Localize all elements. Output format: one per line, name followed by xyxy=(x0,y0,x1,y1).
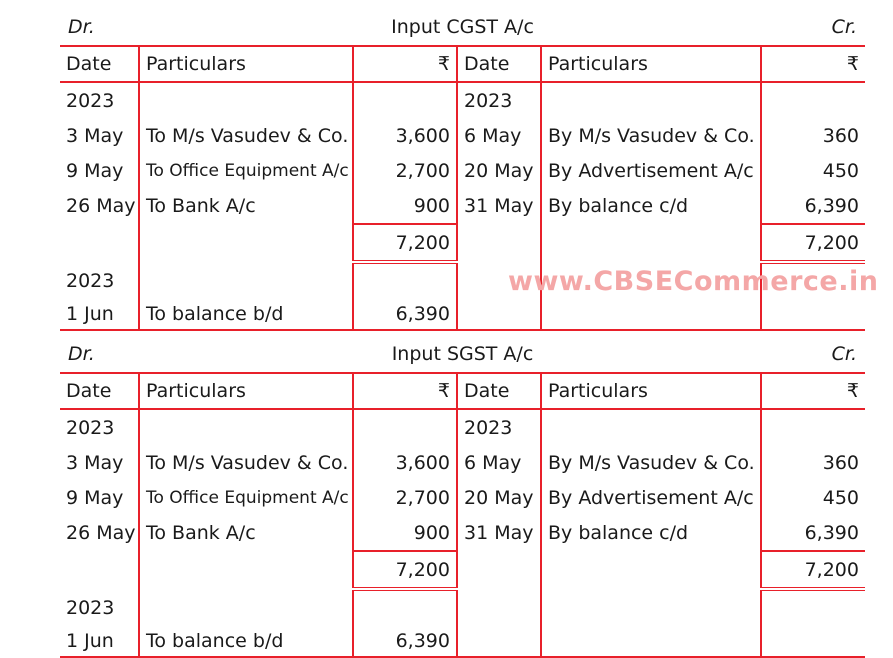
debit-side-label: Dr. xyxy=(68,16,95,38)
credit-amount: 360 xyxy=(761,445,865,480)
debit-amount xyxy=(353,82,457,118)
debit-date-header: Date xyxy=(66,380,112,402)
ledger-input-sgst xyxy=(60,339,865,658)
credit-amount xyxy=(761,409,865,445)
credit-amount: 450 xyxy=(761,153,865,188)
credit-amount-header: ₹ xyxy=(761,373,865,409)
credit-amount: 360 xyxy=(761,118,865,153)
debit-date-header: Date xyxy=(66,53,112,75)
debit-particulars-header: Particulars xyxy=(139,46,353,82)
opening-year: 2023 xyxy=(66,596,115,619)
debit-amount-header: ₹ xyxy=(353,373,457,409)
ledger-table xyxy=(60,372,865,658)
credit-date: 2023 xyxy=(457,409,541,445)
debit-total: 7,200 xyxy=(353,551,457,589)
debit-date: 2023 xyxy=(66,416,115,439)
ledger-header xyxy=(60,12,865,45)
ledger-title: Input SGST A/c xyxy=(391,343,534,365)
ledger-header xyxy=(60,339,865,372)
credit-particulars xyxy=(541,82,761,118)
table-row xyxy=(60,515,865,551)
totals-row xyxy=(60,224,865,262)
table-row xyxy=(60,299,865,330)
debit-particulars: To M/s Vasudev & Co. xyxy=(139,445,353,480)
credit-date-header: Date xyxy=(457,373,541,409)
debit-particulars: To Office Equipment A/c xyxy=(139,153,353,188)
table-row xyxy=(60,409,865,445)
debit-amount: 3,600 xyxy=(353,445,457,480)
table-row xyxy=(60,480,865,515)
debit-date: 2023 xyxy=(66,89,115,112)
credit-amount xyxy=(761,82,865,118)
credit-particulars: By M/s Vasudev & Co. xyxy=(541,118,761,153)
credit-total: 7,200 xyxy=(761,224,865,262)
debit-amount: 900 xyxy=(353,188,457,224)
table-row xyxy=(60,153,865,188)
debit-particulars: To Bank A/c xyxy=(139,515,353,551)
credit-amount: 6,390 xyxy=(761,515,865,551)
credit-date-header: Date xyxy=(457,46,541,82)
credit-particulars: By balance c/d xyxy=(541,515,761,551)
credit-total: 7,200 xyxy=(761,551,865,589)
credit-amount: 6,390 xyxy=(761,188,865,224)
credit-date: 31 May xyxy=(457,188,541,224)
opening-particulars: To balance b/d xyxy=(139,626,353,657)
table-row xyxy=(60,589,865,626)
totals-row xyxy=(60,551,865,589)
debit-date: 9 May xyxy=(66,486,124,509)
credit-particulars-header: Particulars xyxy=(541,373,761,409)
credit-date: 6 May xyxy=(457,118,541,153)
debit-particulars xyxy=(139,409,353,445)
credit-date: 20 May xyxy=(457,480,541,515)
opening-amount: 6,390 xyxy=(353,626,457,657)
credit-amount: 450 xyxy=(761,480,865,515)
table-row xyxy=(60,445,865,480)
debit-particulars: To M/s Vasudev & Co. xyxy=(139,118,353,153)
debit-side-label: Dr. xyxy=(68,343,95,365)
debit-amount-header: ₹ xyxy=(353,46,457,82)
debit-particulars-header: Particulars xyxy=(139,373,353,409)
column-headers xyxy=(60,373,865,409)
table-row xyxy=(60,626,865,657)
table-row xyxy=(60,118,865,153)
debit-total: 7,200 xyxy=(353,224,457,262)
credit-side-label: Cr. xyxy=(831,343,857,365)
column-headers xyxy=(60,46,865,82)
opening-amount: 6,390 xyxy=(353,299,457,330)
debit-particulars: To Office Equipment A/c xyxy=(139,480,353,515)
credit-side-label: Cr. xyxy=(831,16,857,38)
debit-amount: 900 xyxy=(353,515,457,551)
credit-date: 31 May xyxy=(457,515,541,551)
debit-date: 3 May xyxy=(66,124,124,147)
credit-amount-header: ₹ xyxy=(761,46,865,82)
debit-amount: 2,700 xyxy=(353,153,457,188)
debit-amount xyxy=(353,409,457,445)
credit-particulars: By balance c/d xyxy=(541,188,761,224)
debit-date: 26 May xyxy=(66,195,136,217)
credit-particulars: By Advertisement A/c xyxy=(541,153,761,188)
debit-date: 3 May xyxy=(66,451,124,474)
credit-particulars xyxy=(541,409,761,445)
ledger-title: Input CGST A/c xyxy=(391,16,534,38)
opening-year: 2023 xyxy=(66,269,115,292)
opening-particulars: To balance b/d xyxy=(139,299,353,330)
opening-date: 1 Jun xyxy=(60,299,139,330)
credit-date: 2023 xyxy=(457,82,541,118)
debit-date: 26 May xyxy=(66,522,136,544)
opening-date: 1 Jun xyxy=(60,626,139,657)
debit-amount: 2,700 xyxy=(353,480,457,515)
debit-particulars xyxy=(139,82,353,118)
credit-particulars: By M/s Vasudev & Co. xyxy=(541,445,761,480)
credit-particulars-header: Particulars xyxy=(541,46,761,82)
watermark: www.CBSECommerce.in xyxy=(508,266,879,297)
table-row xyxy=(60,188,865,224)
debit-particulars: To Bank A/c xyxy=(139,188,353,224)
credit-date: 6 May xyxy=(457,445,541,480)
debit-date: 9 May xyxy=(66,159,124,182)
debit-amount: 3,600 xyxy=(353,118,457,153)
credit-date: 20 May xyxy=(457,153,541,188)
table-row xyxy=(60,82,865,118)
credit-particulars: By Advertisement A/c xyxy=(541,480,761,515)
